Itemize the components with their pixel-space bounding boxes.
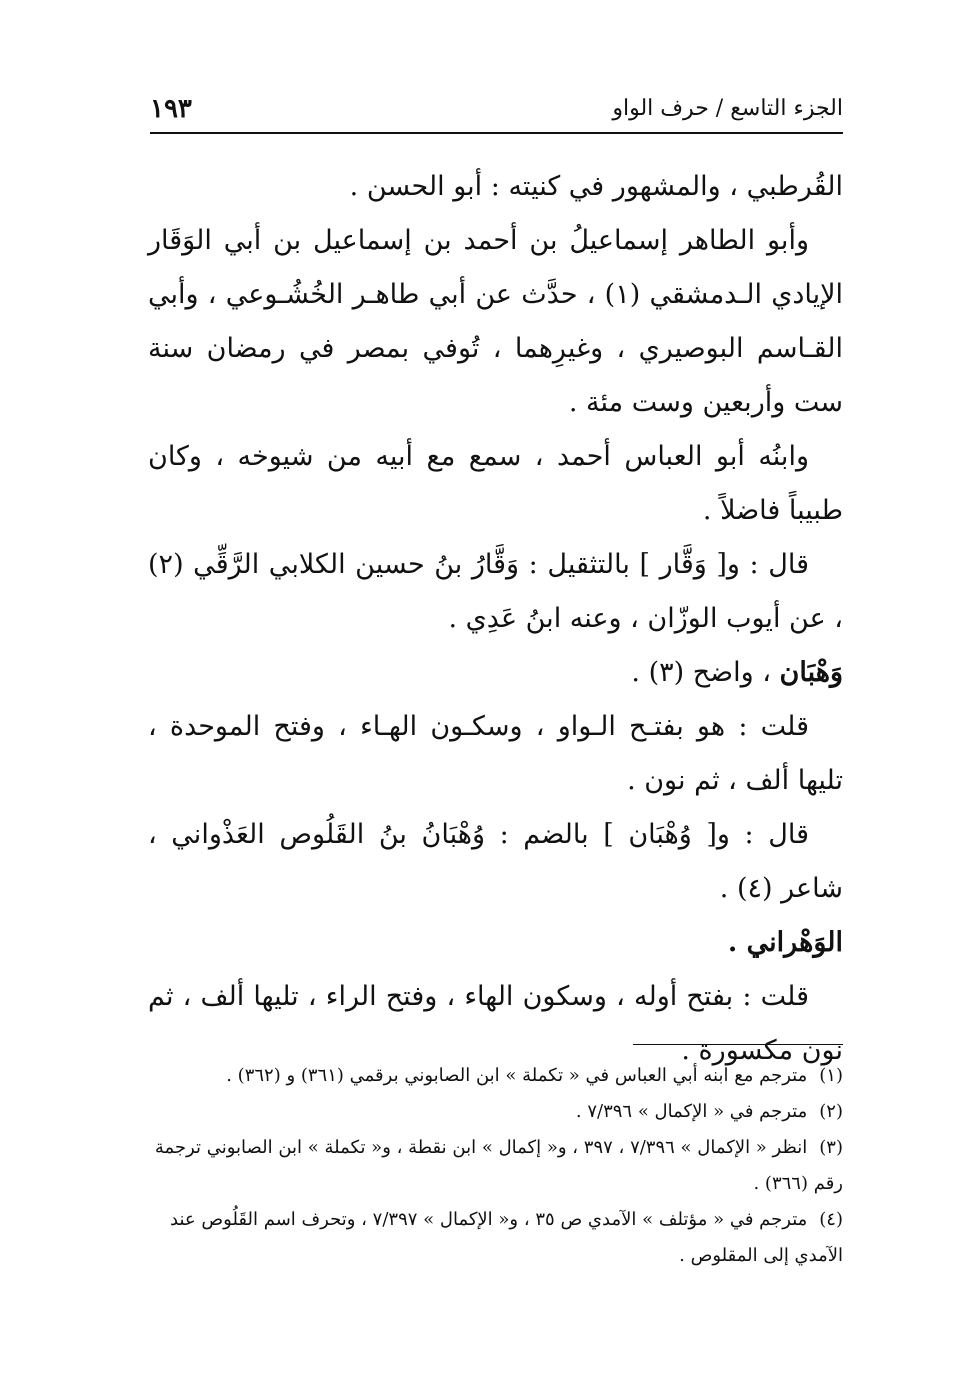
paragraph: القُرطبي ، والمشهور في كنيته : أبو الحسن . bbox=[349, 171, 843, 202]
footnote-divider bbox=[633, 1044, 843, 1045]
page-header bbox=[150, 92, 843, 134]
entry-heading: الوَهْراني . bbox=[727, 927, 843, 958]
footnote-text: مترجم في « الإكمال » ٧/٣٩٦ . bbox=[575, 1101, 808, 1122]
entry-note: ، واضح (٣) . bbox=[631, 657, 780, 688]
footnote-text: انظر « الإكمال » ٧/٣٩٦ ، ٣٩٧ ، و« إكمال » ابن نقطة ، و« تكملة » ابن الصابوني ترجمة رقم (٣٦٦) . bbox=[154, 1137, 843, 1194]
main-text bbox=[148, 160, 843, 1078]
footnote bbox=[148, 1202, 843, 1274]
page-number: ١٩٣ bbox=[150, 94, 192, 124]
footnote bbox=[148, 1094, 843, 1130]
paragraph: وابنُه أبو العباس أحمد ، سمع مع أبيه من شيوخه ، وكان طبيباً فاضلاً . bbox=[148, 441, 843, 526]
paragraph: قال : و[ وَقَّار ] بالتثقيل : وَقَّارُ بنُ حسين الكلابي الرَّقِّي (٢) ، عن أيوب الوزّان ، وعنه ابنُ عَدِي . bbox=[148, 549, 843, 634]
paragraph: قلت : بفتح أوله ، وسكون الهاء ، وفتح الراء ، تليها ألف ، ثم نون مكسورة . bbox=[148, 981, 843, 1066]
running-head: الجزء التاسع / حرف الواو bbox=[612, 96, 843, 121]
footnote-text: مترجم في « مؤتلف » الآمدي ص ٣٥ ، و« الإكمال » ٧/٣٩٧ ، وتحرف اسم القَلُوص عند الآمدي إلى المقلوص . bbox=[170, 1209, 843, 1266]
footnote-number: (٢) bbox=[819, 1101, 843, 1122]
footnote-number: (٣) bbox=[819, 1137, 843, 1158]
paragraph: وأبو الطاهر إسماعيلُ بن أحمد بن إسماعيل بن أبي الوَقَار الإيادي الـدمشقي (١) ، حدَّث عن أبي طاهـر الخُشُـوعي ، وأبي القـاسم البوصيري ، وغيرِهما ، تُوفي بمصر في رمضان سنة ست وأربعين وست مئة . bbox=[148, 225, 843, 418]
entry-word: وَهْبَان bbox=[779, 657, 843, 688]
footnote-number: (٤) bbox=[819, 1209, 843, 1230]
footnotes bbox=[148, 1058, 843, 1274]
footnote bbox=[148, 1130, 843, 1202]
entry-heading bbox=[148, 646, 843, 700]
footnote bbox=[148, 1058, 843, 1094]
footnote-text: مترجم مع ابنه أبي العباس في « تكملة » ابن الصابوني برقمي (٣٦١) و (٣٦٢) . bbox=[226, 1065, 808, 1086]
paragraph: قال : و[ وُهْبَان ] بالضم : وُهْبَانُ بنُ القَلُوص العَذْواني ، شاعر (٤) . bbox=[148, 819, 843, 904]
paragraph: قلت : هو بفتـح الـواو ، وسكـون الهـاء ، وفتح الموحدة ، تليها ألف ، ثم نون . bbox=[148, 711, 843, 796]
footnote-number: (١) bbox=[819, 1065, 843, 1086]
